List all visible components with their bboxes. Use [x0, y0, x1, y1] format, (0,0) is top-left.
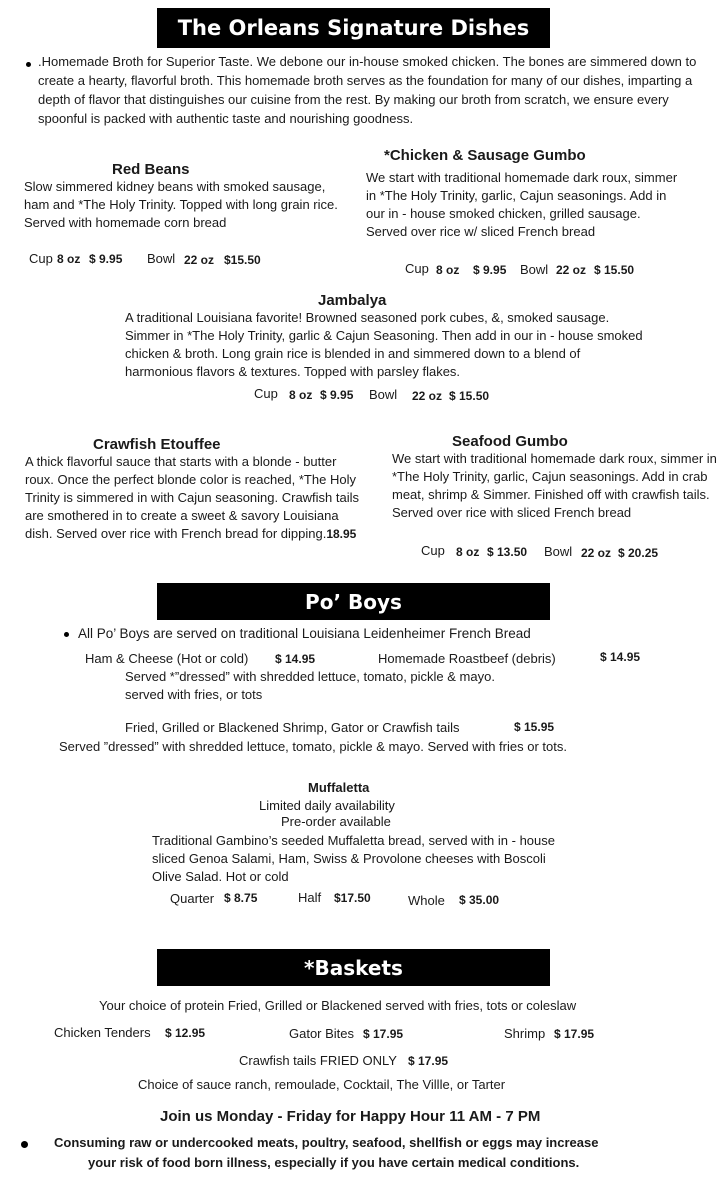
intro-text: .Homemade Broth for Superior Taste. We debone our in-house smoked chicken. The bones are simmered down to create a hearty, flavorful broth. This homemade broth serves as the foundation for many of our dishes, imparting a depth of flavor that distinguishes our cuisine from the rest. By making our broth from scratch, we ensure every spoonful is packed with authentic taste and nourishing goodness. — [38, 54, 697, 126]
whole-label: Whole — [408, 893, 445, 908]
jambalya-bowl-price: $ 15.50 — [449, 389, 490, 403]
jambalya-bowl-size: 22 oz — [412, 389, 443, 403]
sauce-choices: Choice of sauce ranch, remoulade, Cocktail, The Villle, or Tarter — [138, 1077, 506, 1092]
shrimp-price: $ 17.95 — [554, 1027, 595, 1041]
food-warning-line-2: your risk of food born illness, especially if you have certain medical conditions. — [88, 1155, 580, 1170]
poboys-dressed-2: Served ”dressed” with shredded lettuce, tomato, pickle & mayo. Served with fries or tots. — [59, 739, 567, 754]
happy-hour: Join us Monday - Friday for Happy Hour 11 AM - 7 PM — [160, 1108, 541, 1125]
poboys-dressed-1: Served *”dressed” with shredded lettuce, tomato, pickle & mayo. — [125, 669, 495, 684]
muffaletta-availability: Limited daily availability — [259, 798, 395, 813]
poboys-banner: Po’ Boys — [157, 583, 550, 620]
half-price: $17.50 — [334, 891, 371, 905]
gumbo-bowl-size: 22 oz — [556, 263, 587, 277]
gumbo-bowl-label: Bowl — [520, 262, 549, 277]
etouffee-title: Crawfish Etouffee — [93, 436, 221, 453]
seafood-gumbo-desc: We start with traditional homemade dark roux, simmer in *The Holy Trinity, garlic, Cajun seasonings. Add in crab meat, shrimp & Simmer. Finished off with crawfish tails. Served over rice with sliced French bread — [392, 451, 717, 520]
seafood-gumbo-title: Seafood Gumbo — [452, 433, 568, 450]
shrimp-label: Shrimp — [504, 1026, 546, 1041]
etouffee-desc: A thick flavorful sauce that starts with a blonde - butter roux. Once the perfect blonde color is reached, *The Holy Trinity is simmered in with Cajun seasoning. Crawfish tails are smothered in to create a sweet & savory Louisiana dish. Served over rice with French bread for dipping.18.95 — [25, 454, 360, 541]
baskets-intro: Your choice of protein Fried, Grilled or Blackened served with fries, tots or coleslaw — [99, 998, 577, 1013]
jambalya-title: Jambalya — [318, 292, 387, 309]
muffaletta-desc: Traditional Gambino’s seeded Muffaletta bread, served with in - house sliced Genoa Salami, Ham, Swiss & Provolone cheeses with Boscoli Olive Salad. Hot or cold — [152, 833, 555, 884]
jambalya-bowl-label: Bowl — [369, 387, 398, 402]
tenders-price: $ 12.95 — [165, 1026, 206, 1040]
seafood-poboy-price: $ 15.95 — [514, 720, 555, 734]
seafood-cup-label: Cup — [421, 543, 445, 558]
crawfish-basket-label: Crawfish tails FRIED ONLY — [239, 1053, 397, 1068]
ham-cheese-price: $ 14.95 — [275, 652, 316, 666]
etouffee-price: 18.95 — [326, 527, 357, 541]
jambalya-cup-size: 8 oz — [289, 388, 313, 402]
poboys-fries-1: served with fries, or tots — [125, 687, 263, 702]
red-beans-bowl-label: Bowl — [147, 251, 176, 266]
poboys-bullet-text: All Po’ Boys are served on traditional Louisiana Leidenheimer French Bread — [78, 626, 531, 641]
tenders-label: Chicken Tenders — [54, 1025, 151, 1040]
warning-bullet — [21, 1141, 28, 1148]
gumbo-cup-label: Cup — [405, 261, 429, 276]
seafood-bowl-size: 22 oz — [581, 546, 612, 560]
gumbo-cup-price: $ 9.95 — [473, 263, 507, 277]
roastbeef-price: $ 14.95 — [600, 650, 641, 664]
signature-banner: The Orleans Signature Dishes — [157, 8, 550, 48]
seafood-cup-size: 8 oz — [456, 545, 480, 559]
gator-price: $ 17.95 — [363, 1027, 404, 1041]
seafood-cup-price: $ 13.50 — [487, 545, 528, 559]
gator-label: Gator Bites — [289, 1026, 355, 1041]
seafood-poboy-label: Fried, Grilled or Blackened Shrimp, Gator or Crawfish tails — [125, 720, 460, 735]
red-beans-cup-label: Cup — [29, 251, 53, 266]
gumbo-bowl-price: $ 15.50 — [594, 263, 635, 277]
red-beans-title: Red Beans — [112, 161, 190, 178]
poboys-bullet — [64, 632, 69, 637]
baskets-banner: *Baskets — [157, 949, 550, 986]
quarter-label: Quarter — [170, 891, 215, 906]
red-beans-cup-price: $ 9.95 — [89, 252, 123, 266]
food-warning-line-1: Consuming raw or undercooked meats, poultry, seafood, shellfish or eggs may increase — [54, 1135, 599, 1150]
seafood-bowl-price: $ 20.25 — [618, 546, 659, 560]
red-beans-desc: Slow simmered kidney beans with smoked sausage, ham and *The Holy Trinity. Topped with long grain rice. Served with homemade corn bread — [24, 179, 338, 230]
gumbo-cup-size: 8 oz — [436, 263, 460, 277]
jambalya-cup-label: Cup — [254, 386, 278, 401]
quarter-price: $ 8.75 — [224, 891, 258, 905]
intro-bullet — [26, 62, 31, 67]
gumbo-title: *Chicken & Sausage Gumbo — [384, 147, 586, 164]
seafood-bowl-label: Bowl — [544, 544, 573, 559]
gumbo-desc: We start with traditional homemade dark roux, simmer in *The Holy Trinity, garlic, Cajun seasonings. Add in our in - house smoked chicken, grilled sausage. Served over rice w/ sliced French bread — [366, 170, 678, 239]
red-beans-bowl-size: 22 oz — [184, 253, 215, 267]
muffaletta-title: Muffaletta — [308, 780, 370, 795]
red-beans-cup-size: 8 oz — [57, 252, 81, 266]
muffaletta-preorder: Pre-order available — [281, 814, 391, 829]
roastbeef-label: Homemade Roastbeef (debris) — [378, 651, 556, 666]
half-label: Half — [298, 890, 322, 905]
ham-cheese-label: Ham & Cheese (Hot or cold) — [85, 651, 249, 666]
red-beans-bowl-price: $15.50 — [224, 253, 261, 267]
jambalya-desc: A traditional Louisiana favorite! Browned seasoned pork cubes, &, smoked sausage. Simmer in *The Holy Trinity, garlic & Cajun Seasoning. Then add in our in - house smoked chicken & broth. Long grain rice is blended in and simmered down to a blend of harmonious flavors & textures. Topped with parsley flakes. — [125, 310, 643, 379]
whole-price: $ 35.00 — [459, 893, 500, 907]
crawfish-basket-price: $ 17.95 — [408, 1054, 449, 1068]
jambalya-cup-price: $ 9.95 — [320, 388, 354, 402]
